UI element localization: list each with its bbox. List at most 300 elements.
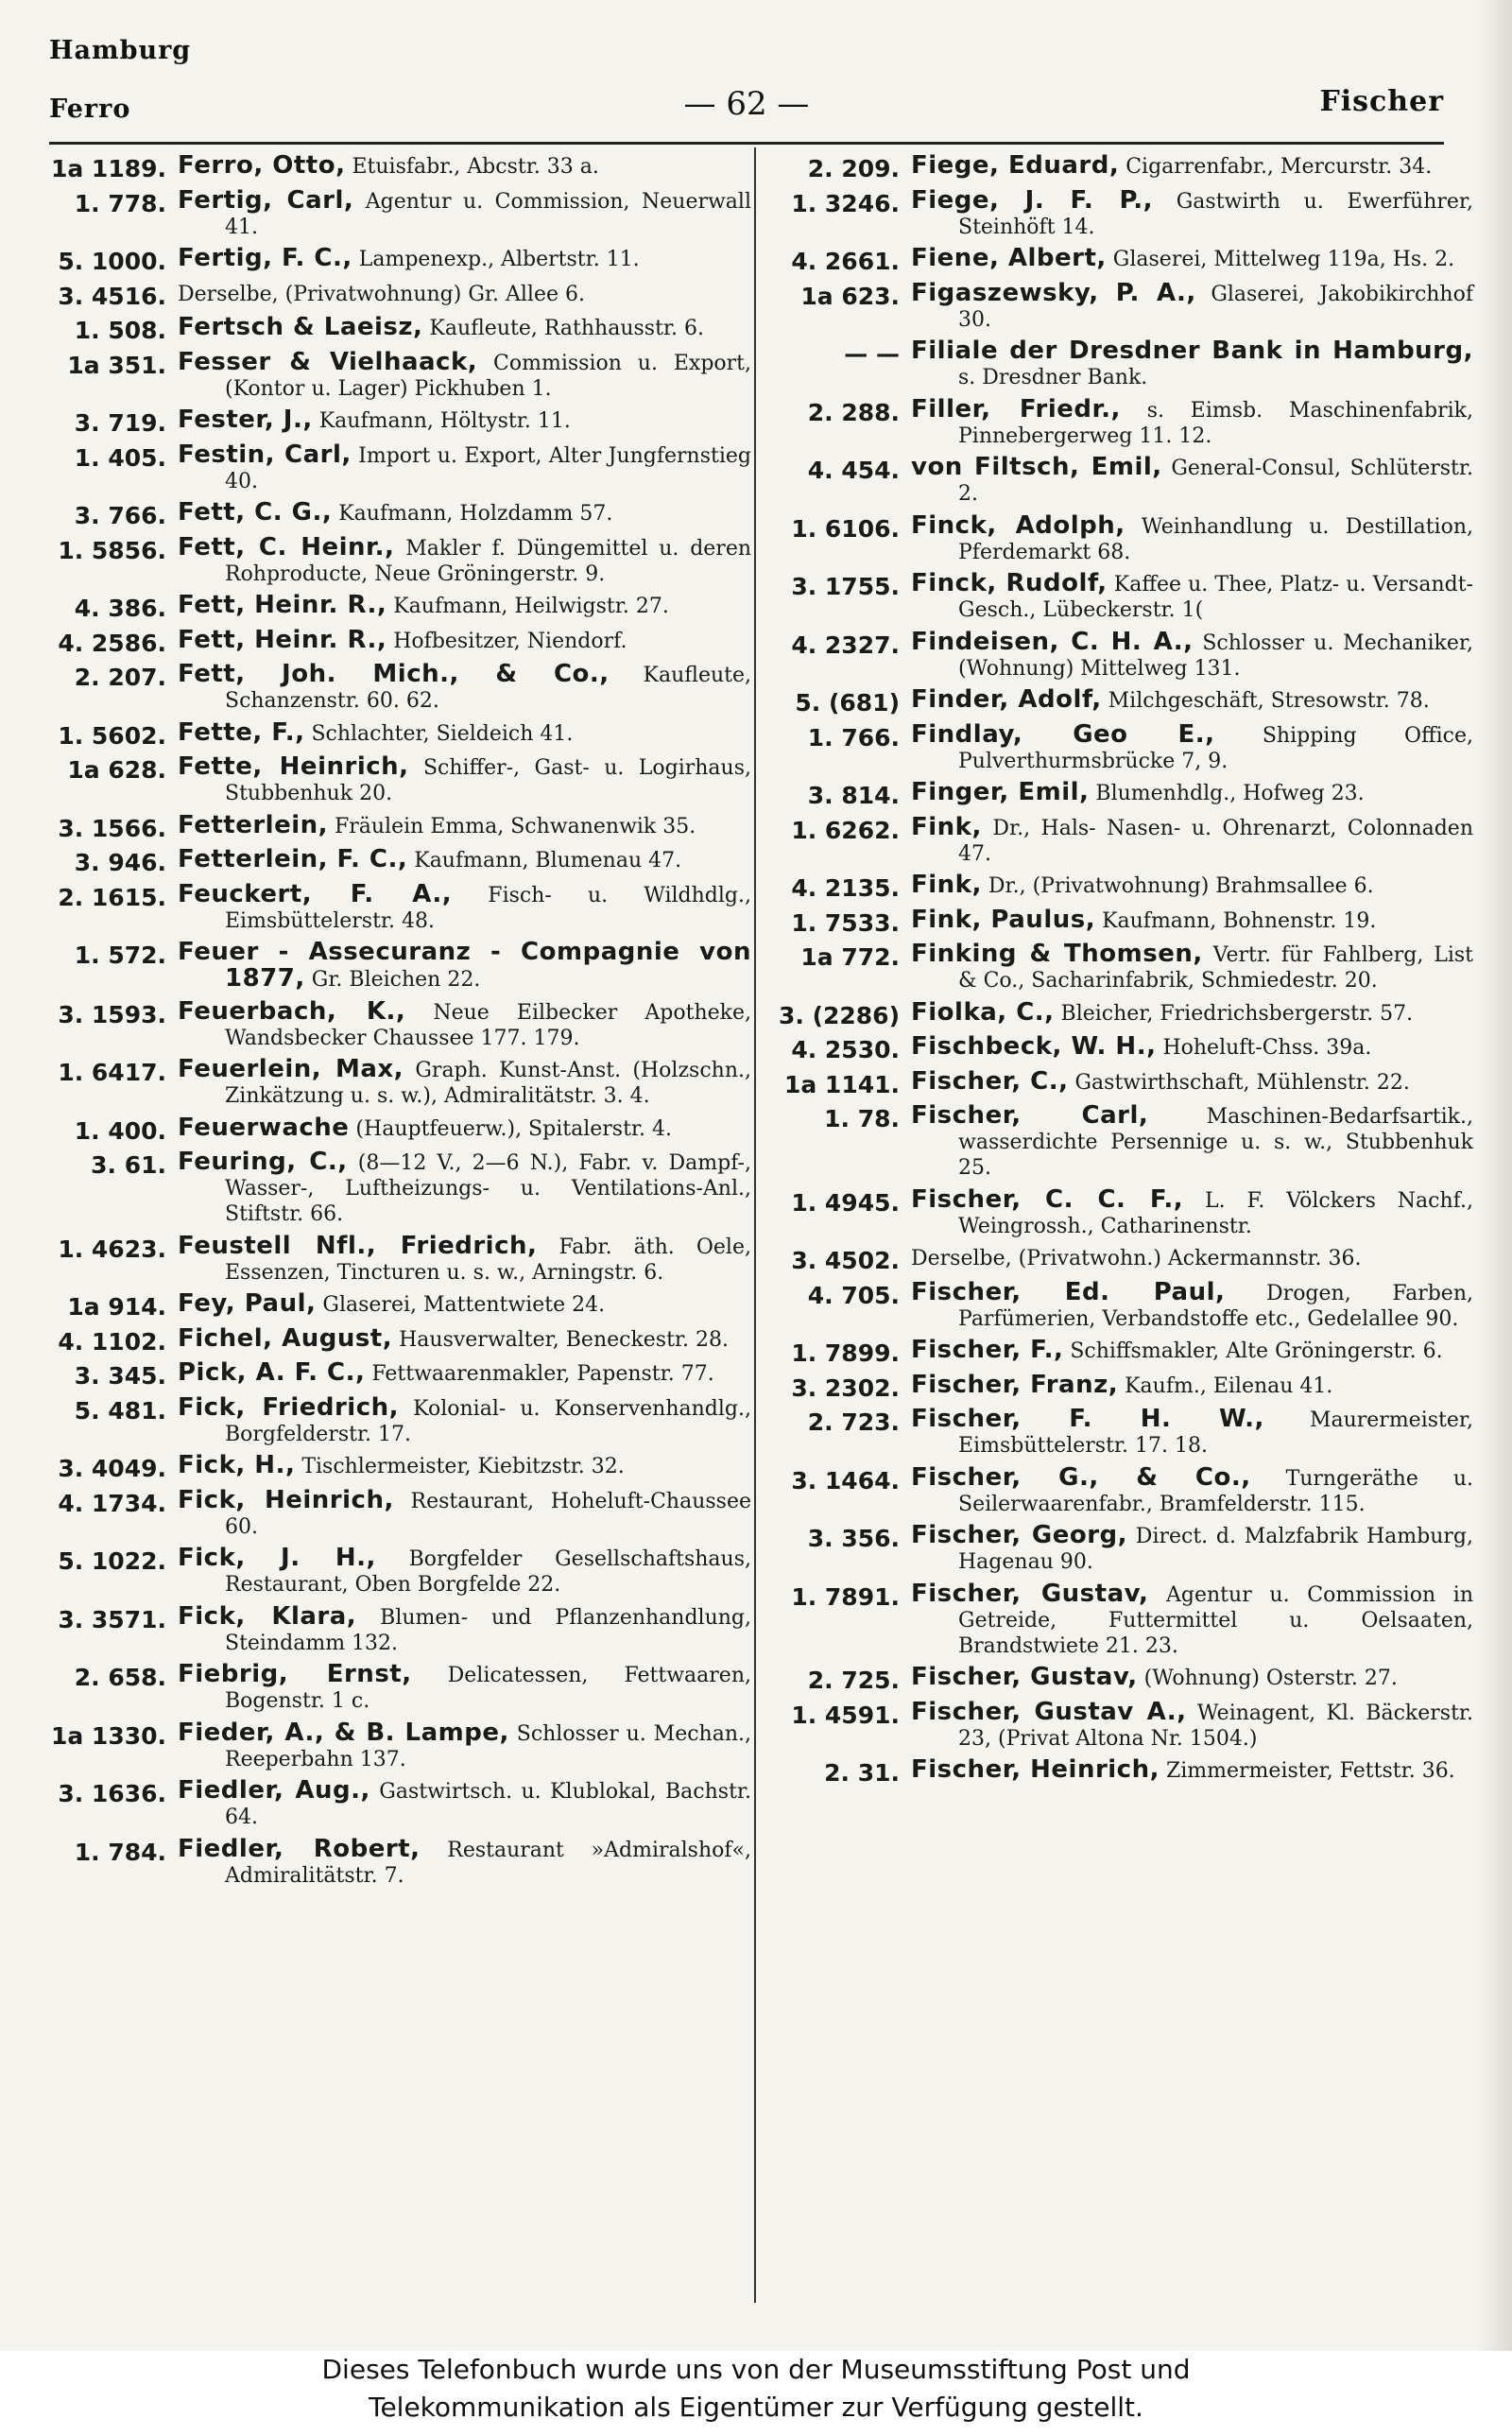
phone-number: 3. 1636. <box>58 1780 166 1807</box>
phone-number: 1. 400. <box>74 1116 166 1145</box>
subscriber-name: Fink, Paulus, <box>911 905 1096 934</box>
subscriber-name: Fett, Joh. Mich., & Co., <box>178 660 610 688</box>
subscriber-details: Glaserei, Mattentwiete 24. <box>316 1293 606 1317</box>
directory-entry <box>47 1057 751 1109</box>
entry-body <box>178 246 751 274</box>
entry-body <box>911 1277 1473 1332</box>
phone-number: 3. 766. <box>74 502 166 529</box>
phone-number: 4. 1102. <box>58 1327 166 1356</box>
subscriber-details: Import u. Export, Alter Jungfernstieg 40. <box>225 443 751 493</box>
subscriber-details: Weinagent, Kl. Bäckerstr. 23, (Privat Altona Nr. 1504.) <box>958 1701 1473 1751</box>
phone-number: 1. 766. <box>807 723 900 752</box>
subscriber-details: Zimmermeister, Fettstr. 36. <box>1159 1759 1455 1783</box>
entry-body <box>178 442 751 494</box>
subscriber-details: Restaurant, Hoheluft-Chaussee 60. <box>225 1489 751 1539</box>
entry-body <box>911 1581 1473 1659</box>
directory-entry <box>47 281 751 309</box>
subscriber-details: Delicatessen, Fettwaaren, Bogenstr. 1 c. <box>225 1664 751 1713</box>
phone-number: 5. 1022. <box>58 1547 166 1575</box>
subscriber-details: s. Dresdner Bank. <box>958 366 1148 389</box>
phone-number: 1a 1330. <box>50 1721 166 1750</box>
subscriber-name: Fetterlein, F. C., <box>178 845 408 873</box>
subscriber-details: Gastwirtsch. u. Klublokal, Bachstr. 64. <box>225 1780 751 1829</box>
subscriber-details: Fräulein Emma, Schwanenwik 35. <box>328 814 696 838</box>
subscriber-details: Agentur u. Commission, Neuerwall 41. <box>225 189 751 239</box>
directory-entry <box>47 153 751 181</box>
phone-number: 1a 1189. <box>50 155 166 182</box>
subscriber-details: Blumenhdlg., Hofweg 23. <box>1089 782 1365 805</box>
phone-number: 1. 508. <box>74 317 166 344</box>
subscriber-name: Fiedler, Aug., <box>178 1776 370 1805</box>
subscriber-name: Finger, Emil, <box>911 778 1090 806</box>
subscriber-details: Hoheluft-Chss. 39a. <box>1156 1036 1372 1060</box>
phone-number: 1. 784. <box>74 1838 166 1866</box>
entry-body <box>911 1066 1473 1097</box>
subscriber-name: Fischer, Franz, <box>911 1370 1119 1399</box>
subscriber-details: Fettwaarenmakler, Papenstr. 77. <box>365 1362 714 1386</box>
subscriber-details: Cigarrenfabr., Mercurstr. 34. <box>1119 155 1433 179</box>
entry-body <box>911 1370 1473 1401</box>
directory-entry <box>47 754 751 806</box>
entry-body <box>178 185 751 240</box>
phone-number: 3. 356. <box>807 1525 900 1552</box>
entry-body <box>178 1291 751 1320</box>
directory-entry <box>47 810 751 842</box>
directory-entry <box>769 780 1473 808</box>
subscriber-name: Fischer, C., <box>911 1066 1069 1096</box>
footer-line-2: Telekommunikation als Eigentümer zur Verfügung gestellt. <box>369 2392 1143 2423</box>
subscriber-name: Fiedler, Robert, <box>178 1834 421 1863</box>
subscriber-details: Dr., (Privatwohnung) Brahmsallee 6. <box>981 874 1374 898</box>
entry-body <box>178 315 751 343</box>
subscriber-details: Vertr. für Fahlberg, List & Co., Sacharinfabrik, Schmiedestr. 20. <box>958 943 1474 993</box>
subscriber-details: Schlosser u. Mechan., Reeperbahn 137. <box>225 1721 751 1771</box>
phone-number: 3. 61. <box>91 1151 166 1179</box>
subscriber-details: Glaserei, Mittelweg 119a, Hs. 2. <box>1106 248 1455 271</box>
subscriber-name: Fischer, Ed. Paul, <box>911 1277 1226 1306</box>
entry-body <box>911 1338 1473 1366</box>
phone-number: 3. 2302. <box>791 1373 900 1402</box>
subscriber-name: Fischer, Heinrich, <box>911 1755 1160 1784</box>
column-divider <box>754 147 756 2303</box>
subscriber-name: Fischer, C. C. F., <box>911 1184 1184 1214</box>
subscriber-details: Schiffsmakler, Alte Gröningerstr. 6. <box>1063 1339 1443 1363</box>
entry-body <box>178 625 751 656</box>
subscriber-details: Schlosser u. Mechaniker, (Wohnung) Mittelweg 131. <box>958 631 1473 681</box>
subscriber-details: Gr. Bleichen 22. <box>304 968 481 992</box>
subscriber-name: Fette, F., <box>178 717 305 747</box>
subscriber-details: Hausverwalter, Beneckestr. 28. <box>392 1327 730 1352</box>
subscriber-name: Fiege, J. F. P., <box>911 185 1154 215</box>
subscriber-name: Feuring, C., <box>178 1148 348 1176</box>
entry-body <box>178 1485 751 1540</box>
phone-number: 4. 2661. <box>791 248 900 275</box>
header-right-keyword: Fischer <box>1319 85 1444 118</box>
entry-body <box>178 717 751 749</box>
subscriber-details: Kaufmann, Höltystr. 11. <box>312 409 571 433</box>
phone-number: 2. 1615. <box>58 883 166 911</box>
subscriber-details: Schiffer-, Gast- u. Logirhaus, Stubbenhuk 20. <box>225 756 752 805</box>
subscriber-name: Fette, Heinrich, <box>178 752 409 781</box>
subscriber-details: (Wohnung) Osterstr. 27. <box>1137 1667 1398 1690</box>
phone-number: 1. 6106. <box>791 514 900 543</box>
entry-body <box>911 1665 1473 1693</box>
directory-entry <box>47 1834 751 1889</box>
page-header <box>49 36 1444 140</box>
directory-entry <box>769 278 1473 333</box>
phone-number: 3. 719. <box>74 409 166 437</box>
phone-number: 3. 4516. <box>58 282 166 310</box>
directory-entry <box>769 1370 1473 1402</box>
entry-body <box>911 571 1473 623</box>
subscriber-name: Fichel, August, <box>178 1323 393 1353</box>
directory-entry <box>47 185 751 240</box>
subscriber-name: Fester, J., <box>178 406 313 434</box>
directory-entry <box>47 1778 751 1830</box>
directory-entry <box>769 394 1473 449</box>
directory-entry <box>47 1453 751 1481</box>
subscriber-details: Turngeräthe u. Seilerwaarenfabr., Bramfelderstr. 115. <box>958 1466 1473 1516</box>
directory-entry <box>47 717 751 750</box>
entry-body <box>178 1778 751 1830</box>
directory-entry <box>769 338 1473 390</box>
subscriber-details: s. Eimsb. Maschinenfabrik, Pinnebergerweg 11. 12. <box>958 398 1473 448</box>
entry-body <box>178 1323 751 1355</box>
subscriber-details: Drogen, Farben, Parfümerien, Verbandstoffe etc., Gedelallee 90. <box>958 1281 1473 1331</box>
directory-entry <box>769 812 1473 867</box>
right-column <box>769 153 1473 1792</box>
directory-entry <box>47 1231 751 1286</box>
subscriber-name: Finder, Adolf, <box>911 685 1102 714</box>
directory-entry <box>47 532 752 587</box>
phone-number: 1. 5856. <box>58 536 166 564</box>
subscriber-name: Findeisen, C. H. A., <box>911 627 1194 656</box>
entry-body <box>911 246 1473 274</box>
subscriber-details: Direct. d. Malzfabrik Hamburg, Hagenau 90. <box>958 1525 1474 1574</box>
subscriber-name: Fischer, Gustav, <box>911 1579 1149 1608</box>
phone-number: 2. 209. <box>807 155 900 182</box>
directory-entry <box>769 872 1473 901</box>
directory-entry <box>47 1662 751 1714</box>
entry-body <box>178 281 751 309</box>
entry-body <box>911 907 1473 936</box>
entry-body <box>911 1697 1473 1752</box>
directory-entry <box>769 1523 1473 1575</box>
entry-body <box>178 940 751 993</box>
phone-number: 2. 31. <box>824 1759 900 1787</box>
directory-entry <box>769 1245 1473 1273</box>
directory-entry <box>47 442 751 494</box>
phone-number: 3. 814. <box>807 782 900 809</box>
phone-number: 1a 628. <box>67 756 166 784</box>
phone-number: 1a 1141. <box>783 1070 900 1098</box>
subscriber-name: Feuerlein, Max, <box>178 1055 404 1083</box>
entry-body <box>178 532 752 587</box>
subscriber-name: Findlay, Geo E., <box>911 719 1215 749</box>
directory-entry <box>769 246 1473 274</box>
subscriber-details: Hofbesitzer, Niendorf. <box>387 629 627 653</box>
directory-entry <box>769 153 1473 181</box>
entry-body <box>911 872 1473 901</box>
phone-number: 2. 288. <box>807 398 900 426</box>
subscriber-name: Pick, A. F. C., <box>178 1358 366 1387</box>
subscriber-name: Fiege, Eduard, <box>911 151 1120 180</box>
phone-number: 4. 454. <box>807 457 900 484</box>
entry-body <box>911 1757 1473 1786</box>
subscriber-name: Fetterlein, <box>178 810 328 839</box>
subscriber-name: Fischer, Georg, <box>911 1521 1128 1549</box>
phone-number: 1. 405. <box>74 443 166 472</box>
subscriber-details: Fisch- u. Wildhdlg., Eimsbüttelerstr. 48. <box>225 883 751 933</box>
subscriber-name: Fett, Heinr. R., <box>178 625 387 654</box>
subscriber-details: Fabr. äth. Oele, Essenzen, Tincturen u. s. w., Arningstr. 6. <box>225 1235 751 1285</box>
subscriber-details: Gastwirth u. Ewerführer, Steinhöft 14. <box>958 189 1473 239</box>
directory-entry <box>769 719 1473 774</box>
directory-entry <box>47 1485 751 1540</box>
directory-entry <box>769 510 1473 565</box>
phone-number: 4. 2586. <box>58 629 166 657</box>
entry-body <box>911 185 1473 240</box>
subscriber-details: Blumen- und Pflanzenhandlung, Steindamm 132. <box>225 1605 751 1655</box>
subscriber-name: Fieder, A., & B. Lampe, <box>178 1718 509 1747</box>
subscriber-name: Fink, <box>911 812 982 841</box>
directory-entry <box>769 1184 1473 1239</box>
entry-body <box>911 455 1473 507</box>
phone-number: 1. 4591. <box>791 1701 900 1729</box>
subscriber-name: Feuckert, F. A., <box>178 879 453 908</box>
subscriber-name: Fett, C. Heinr., <box>178 532 395 561</box>
phone-number: 4. 705. <box>807 1281 900 1309</box>
subscriber-name: Ferro, Otto, <box>178 151 346 180</box>
subscriber-details: Derselbe, (Privatwohnung) Gr. Allee 6. <box>178 282 585 306</box>
phone-number: 2. 658. <box>74 1664 166 1691</box>
header-rule <box>49 142 1444 145</box>
subscriber-name: Fiebrig, Ernst, <box>178 1660 412 1688</box>
subscriber-name: Fey, Paul, <box>178 1289 317 1318</box>
entry-body <box>178 1720 751 1772</box>
subscriber-details: General-Consul, Schlüterstr. 2. <box>958 457 1473 506</box>
directory-entry <box>769 687 1473 716</box>
phone-number: 1. 5602. <box>58 721 166 750</box>
directory-entry <box>769 571 1473 623</box>
entry-body <box>911 780 1473 808</box>
entry-body <box>178 1601 751 1656</box>
phone-number: 1a 351. <box>67 351 166 379</box>
header-left-keyword: Ferro <box>49 95 131 124</box>
entry-body <box>178 1115 751 1144</box>
phone-number: 2. 207. <box>74 664 166 691</box>
phone-number: 1. 4623. <box>58 1235 166 1263</box>
phone-number: 3. 1755. <box>791 573 900 600</box>
subscriber-name: Fischer, G., & Co., <box>911 1462 1251 1492</box>
directory-entry <box>47 347 752 402</box>
directory-entry <box>47 1360 751 1389</box>
subscriber-details: Milchgeschäft, Stresowstr. 78. <box>1101 689 1430 713</box>
entry-body <box>911 812 1473 867</box>
directory-entry <box>769 942 1473 993</box>
directory-entry <box>769 185 1473 240</box>
phone-number: 3. 1566. <box>58 814 166 842</box>
directory-entry <box>47 500 751 528</box>
subscriber-name: Figaszewsky, P. A., <box>911 278 1196 307</box>
directory-entry <box>47 593 751 621</box>
header-city: Hamburg <box>49 36 192 65</box>
phone-number: 1. 3246. <box>791 189 900 217</box>
directory-entry <box>47 1323 751 1356</box>
phone-number: 1a 623. <box>800 282 900 310</box>
subscriber-name: Fesser & Vielhaack, <box>178 347 478 376</box>
subscriber-details: Kaufleute, Schanzenstr. 60. 62. <box>225 664 751 713</box>
subscriber-name: Fett, C. G., <box>178 498 333 527</box>
entry-body <box>911 1184 1473 1239</box>
subscriber-name: Fischer, Gustav, <box>911 1663 1138 1691</box>
phone-number: 2. 725. <box>807 1667 900 1694</box>
subscriber-name: Finck, Rudolf, <box>911 569 1108 597</box>
subscriber-details: Weinhandlung u. Destillation, Pferdemarkt 68. <box>958 514 1473 564</box>
subscriber-details: Kaufmann, Heilwigstr. 27. <box>387 595 669 618</box>
entry-body <box>178 879 751 934</box>
directory-entry <box>769 1034 1473 1063</box>
entry-body <box>178 1057 751 1109</box>
page-edge <box>1478 0 1512 2351</box>
left-column <box>47 153 751 1894</box>
entry-body <box>911 278 1473 333</box>
directory-entry <box>47 625 751 657</box>
subscriber-details: Maurermeister, Eimsbüttelerstr. 17. 18. <box>958 1408 1473 1458</box>
phone-number: 1. 6417. <box>58 1059 166 1086</box>
phone-number: 4. 1734. <box>58 1489 166 1517</box>
phone-number: 5. (681) <box>795 689 900 717</box>
phone-number: 4. 386. <box>74 595 166 622</box>
phone-number: 4. 2327. <box>791 631 900 659</box>
phone-number: 3. 946. <box>74 849 166 876</box>
subscriber-details: Kaufmann, Holzdamm 57. <box>332 502 613 526</box>
subscriber-name: Fick, Klara, <box>178 1601 357 1631</box>
directory-entry <box>769 1407 1473 1459</box>
subscriber-name: Fischer, Carl, <box>911 1101 1149 1130</box>
subscriber-details: Kaufmann, Blumenau 47. <box>407 849 682 872</box>
subscriber-name: Feustell Nfl., Friedrich, <box>178 1231 538 1260</box>
phone-number: 5. 1000. <box>58 248 166 275</box>
phone-number: 3. (2286) <box>778 1001 900 1029</box>
phone-number: 3. 1464. <box>791 1466 900 1494</box>
subscriber-details: Restaurant »Admiralshof«, Admiralitätstr. 7. <box>225 1838 751 1888</box>
directory-entry <box>769 1665 1473 1693</box>
phone-number: 2. 723. <box>807 1408 900 1436</box>
footer-line-1: Dieses Telefonbuch wurde uns von der Museumsstiftung Post und <box>321 2354 1191 2385</box>
entry-body <box>178 153 751 181</box>
entry-body <box>178 754 751 806</box>
subscriber-details: Schlachter, Sieldeich 41. <box>304 721 574 746</box>
subscriber-name: von Filtsch, Emil, <box>911 453 1162 481</box>
directory-entry <box>47 1546 751 1598</box>
phone-number: 1. 6262. <box>791 816 900 844</box>
entry-body <box>911 627 1473 682</box>
directory-entry <box>769 627 1473 682</box>
phone-number: 4. 2135. <box>791 874 900 902</box>
subscriber-details: Bleicher, Friedrichsbergerstr. 57. <box>1054 1001 1414 1026</box>
directory-entry <box>769 1103 1473 1181</box>
phone-number: 1. 7533. <box>791 908 900 937</box>
subscriber-details: Kolonial- u. Konservenhandlg., Borgfelderstr. 17. <box>225 1396 751 1446</box>
entry-body <box>178 1149 751 1227</box>
phone-number: 3. 1593. <box>58 1000 166 1028</box>
subscriber-details: Derselbe, (Privatwohn.) Ackermannstr. 36. <box>911 1247 1362 1270</box>
directory-entry <box>47 1720 751 1772</box>
phone-number: 1a 772. <box>800 943 900 971</box>
phone-number: 3. 4049. <box>58 1455 166 1482</box>
entry-body <box>178 996 751 1051</box>
phone-number: 1. 78. <box>824 1105 900 1132</box>
phone-number: 1. 7891. <box>791 1582 900 1611</box>
entry-body <box>178 662 751 714</box>
subscriber-details: Shipping Office, Pulverthurmsbrücke 7, 9. <box>958 723 1473 773</box>
entry-body <box>911 510 1473 565</box>
subscriber-name: Fiene, Albert, <box>911 244 1107 272</box>
entry-body <box>178 1392 751 1447</box>
directory-entry <box>769 1066 1473 1098</box>
subscriber-details: Glaserei, Jakobikirchhof 30. <box>958 282 1473 332</box>
phone-number: 3. 4502. <box>791 1247 900 1274</box>
footer-notice <box>0 2351 1512 2436</box>
subscriber-details: Gastwirthschaft, Mühlenstr. 22. <box>1068 1070 1410 1095</box>
subscriber-details: Dr., Hals- Nasen- u. Ohrenarzt, Colonnaden 47. <box>958 816 1473 866</box>
subscriber-name: Fertig, F. C., <box>178 244 352 272</box>
subscriber-details: Lampenexp., Albertstr. 11. <box>352 248 640 271</box>
subscriber-name: Feuerwache <box>178 1113 350 1142</box>
subscriber-details: Neue Eilbecker Apotheke, Wandsbecker Chaussee 177. 179. <box>225 1000 751 1050</box>
subscriber-name: Fischer, F. H. W., <box>911 1405 1264 1433</box>
directory-entry <box>47 1149 751 1227</box>
subscriber-details: Agentur u. Commission in Getreide, Futtermittel u. Oelsaaten, Brandstwiete 21. 23. <box>958 1582 1473 1658</box>
entry-body <box>911 153 1473 181</box>
subscriber-name: Fick, Heinrich, <box>178 1485 394 1514</box>
entry-body <box>911 1523 1473 1575</box>
entry-body <box>178 1546 751 1598</box>
subscriber-name: Fertsch & Laeisz, <box>178 313 423 341</box>
entry-body <box>178 847 751 875</box>
subscriber-name: Fertig, Carl, <box>178 185 354 215</box>
entry-body <box>911 687 1473 716</box>
directory-entry <box>47 407 751 436</box>
subscriber-details: Tischlermeister, Kiebitzstr. 32. <box>295 1455 625 1478</box>
subscriber-details: (Hauptfeuerw.), Spitalerstr. 4. <box>349 1116 672 1141</box>
subscriber-details: Commission u. Export, (Kontor u. Lager) Pickhuben 1. <box>225 351 752 401</box>
directory-entry <box>769 1757 1473 1786</box>
directory-entry <box>769 997 1473 1029</box>
directory-entry <box>769 1338 1473 1366</box>
directory-entry <box>769 455 1473 507</box>
subscriber-name: Fick, Friedrich, <box>178 1392 400 1422</box>
entry-body <box>178 347 752 402</box>
entry-body <box>911 719 1473 774</box>
entry-body <box>178 1360 751 1389</box>
page-number: — 62 — <box>683 85 810 123</box>
subscriber-name: Fett, Heinr. R., <box>178 591 387 619</box>
directory-entry <box>47 246 751 274</box>
directory-entry <box>47 940 751 993</box>
subscriber-name: Finking & Thomsen, <box>911 940 1203 968</box>
entry-body <box>178 500 751 528</box>
entry-body <box>911 1462 1473 1517</box>
directory-entry <box>47 662 751 714</box>
directory-entry <box>47 1601 751 1656</box>
directory-entry <box>769 1277 1473 1332</box>
phone-number: 3. 3571. <box>58 1605 166 1633</box>
directory-entry <box>47 315 751 343</box>
entry-body <box>178 1453 751 1481</box>
subscriber-name: Fick, H., <box>178 1451 296 1479</box>
